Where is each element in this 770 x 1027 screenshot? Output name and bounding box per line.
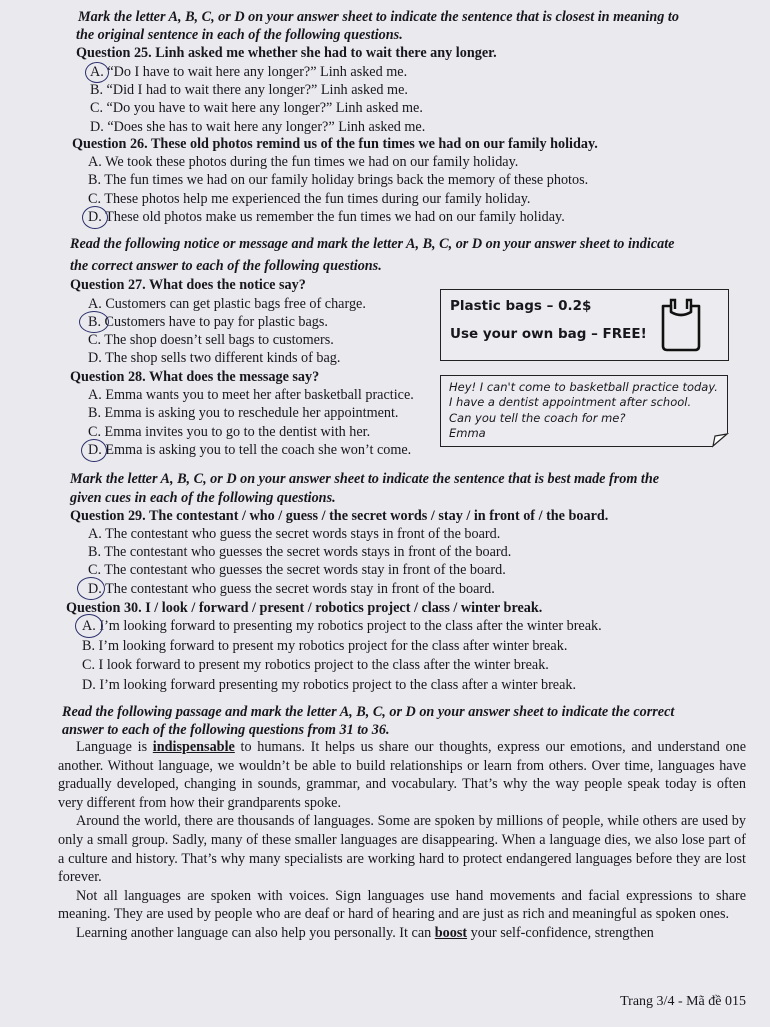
answer-circle-q27 <box>79 311 109 333</box>
instruction-1-line-1: Mark the letter A, B, C, or D on your answer sheet to indicate the sentence that is closest in meaning to <box>78 9 679 25</box>
answer-circle-q26 <box>82 206 108 229</box>
passage-paragraph-2: Around the world, there are thousands of languages. Some are spoken by millions of people, while others are used by only a small group. Sadly, many of these smaller languages are disappearing. When a language dies, we also lose part of a culture and history. That’s why many specialists are working hard to protect endangered languages before they are lost forever. <box>58 813 746 886</box>
q25-option-a[interactable]: A. “Do I have to wait here any longer?” Linh asked me. <box>90 64 408 80</box>
passage-paragraph-3: Not all languages are spoken with voices. Sign languages use hand movements and facial expressions to share meaning. They are used by people who are deaf or hard of hearing and are just as rich and meaningful as spoken ones. <box>58 887 746 923</box>
question-26-stem: Question 26. These old photos remind us of the fun times we had on our family holiday. <box>72 136 598 152</box>
answer-circle-q30 <box>75 614 103 638</box>
q30-option-b[interactable]: B. I’m looking forward to present my robotics project for the class after winter break. <box>82 638 568 654</box>
q25-option-c[interactable]: C. “Do you have to wait here any longer?” Linh asked me. <box>90 100 423 116</box>
answer-circle-q25 <box>85 62 109 83</box>
q29-option-d[interactable]: D. The contestant who guess the secret words stay in front of the board. <box>88 581 495 597</box>
q26-option-d[interactable]: D. These old photos make us remember the fun times we had on our family holiday. <box>88 209 565 225</box>
q27-option-b[interactable]: B. Customers have to pay for plastic bags. <box>88 314 328 330</box>
notice-line-2: Use your own bag – FREE! <box>450 326 647 342</box>
q25-option-b[interactable]: B. “Did I had to wait there any longer?” Linh asked me. <box>90 82 408 98</box>
instruction-3-line-1: Mark the letter A, B, C, or D on your answer sheet to indicate the sentence that is best made from the <box>70 471 660 487</box>
page-footer: Trang 3/4 - Mã đề 015 <box>620 994 746 1009</box>
q26-option-a[interactable]: A. We took these photos during the fun times we had on our family holiday. <box>88 154 519 170</box>
p4-text-rest: your self-confidence, strengthen <box>467 924 654 941</box>
p1-text-start: Language is <box>76 739 153 755</box>
question-29-stem: Question 29. The contestant / who / guess / the secret words / stay / in front of / the board. <box>70 508 609 524</box>
q28-option-d[interactable]: D. Emma is asking you to tell the coach she won’t come. <box>88 442 412 458</box>
question-27-stem: Question 27. What does the notice say? <box>70 277 306 293</box>
q29-option-c[interactable]: C. The contestant who guesses the secret words stay in front of the board. <box>88 562 506 578</box>
p1-text-rest: to humans. It helps us share our thoughts, express our emotions, and understand one another. Without language, we wouldn’t be able to build relationships or learn from others. Over time, languages have gradually developed, changing in sounds, grammar, and vocabulary. That’s why the way people speak today is often very different from how their grandparents spoke. <box>58 739 746 811</box>
shopping-bag-icon <box>658 296 704 352</box>
notice-line-1: Plastic bags – 0.2$ <box>450 298 592 314</box>
q29-option-b[interactable]: B. The contestant who guesses the secret words stays in front of the board. <box>88 544 512 560</box>
plastic-bag-notice <box>440 289 729 361</box>
q28-option-b[interactable]: B. Emma is asking you to reschedule her appointment. <box>88 405 399 421</box>
emma-message-note <box>440 375 728 447</box>
question-28-stem: Question 28. What does the message say? <box>70 369 320 385</box>
question-25-stem: Question 25. Linh asked me whether she had to wait there any longer. <box>76 45 497 61</box>
q26-option-c[interactable]: C. These photos help me experienced the fun times during our family holiday. <box>88 191 531 207</box>
question-30-stem: Question 30. I / look / forward / present / robotics project / class / winter break. <box>66 600 543 616</box>
q28-option-c[interactable]: C. Emma invites you to go to the dentist with her. <box>88 424 371 440</box>
q25-option-d[interactable]: D. “Does she has to wait here any longer?” Linh asked me. <box>90 119 426 135</box>
reading-passage <box>58 738 746 943</box>
q30-option-a[interactable]: A. I’m looking forward to presenting my robotics project to the class after the winter break. <box>82 618 602 634</box>
message-line-2: I have a dentist appointment after school. <box>449 395 692 409</box>
passage-paragraph-4 <box>58 924 746 943</box>
q30-option-c[interactable]: C. I look forward to present my robotics project to the class after the winter break. <box>82 657 549 673</box>
instruction-3-line-2: given cues in each of the following questions. <box>70 490 336 506</box>
message-line-1: Hey! I can't come to basketball practice today. <box>449 380 718 394</box>
q27-option-d[interactable]: D. The shop sells two different kinds of bag. <box>88 350 341 366</box>
instruction-2-line-2: the correct answer to each of the following questions. <box>70 258 382 274</box>
answer-circle-q29 <box>77 577 105 600</box>
instruction-4-line-1: Read the following passage and mark the letter A, B, C, or D on your answer sheet to indicate the correct <box>62 704 675 720</box>
q27-option-c[interactable]: C. The shop doesn’t sell bags to customers. <box>88 332 334 348</box>
message-signature: Emma <box>449 426 486 440</box>
keyword-boost: boost <box>434 924 468 941</box>
q28-option-a[interactable]: A. Emma wants you to meet her after basketball practice. <box>88 387 414 403</box>
folded-corner-icon <box>711 432 729 448</box>
q27-option-a[interactable]: A. Customers can get plastic bags free of charge. <box>88 296 366 312</box>
keyword-indispensable: indispensable <box>152 739 235 755</box>
answer-circle-q28 <box>81 439 107 462</box>
q30-option-d[interactable]: D. I’m looking forward presenting my robotics project to the class after a winter break. <box>82 677 577 693</box>
p4-text-start: Learning another language can also help you personally. It can <box>76 924 435 941</box>
q29-option-a[interactable]: A. The contestant who guess the secret words stays in front of the board. <box>88 526 501 542</box>
instruction-2-line-1: Read the following notice or message and mark the letter A, B, C, or D on your answer sheet to indicate <box>70 236 675 252</box>
instruction-4-line-2: answer to each of the following questions from 31 to 36. <box>62 722 390 738</box>
q26-option-b[interactable]: B. The fun times we had on our family holiday brings back the memory of these photos. <box>88 172 589 188</box>
instruction-1-line-2: the original sentence in each of the following questions. <box>76 27 403 43</box>
passage-paragraph-1 <box>58 738 746 812</box>
message-line-3: Can you tell the coach for me? <box>449 411 626 425</box>
